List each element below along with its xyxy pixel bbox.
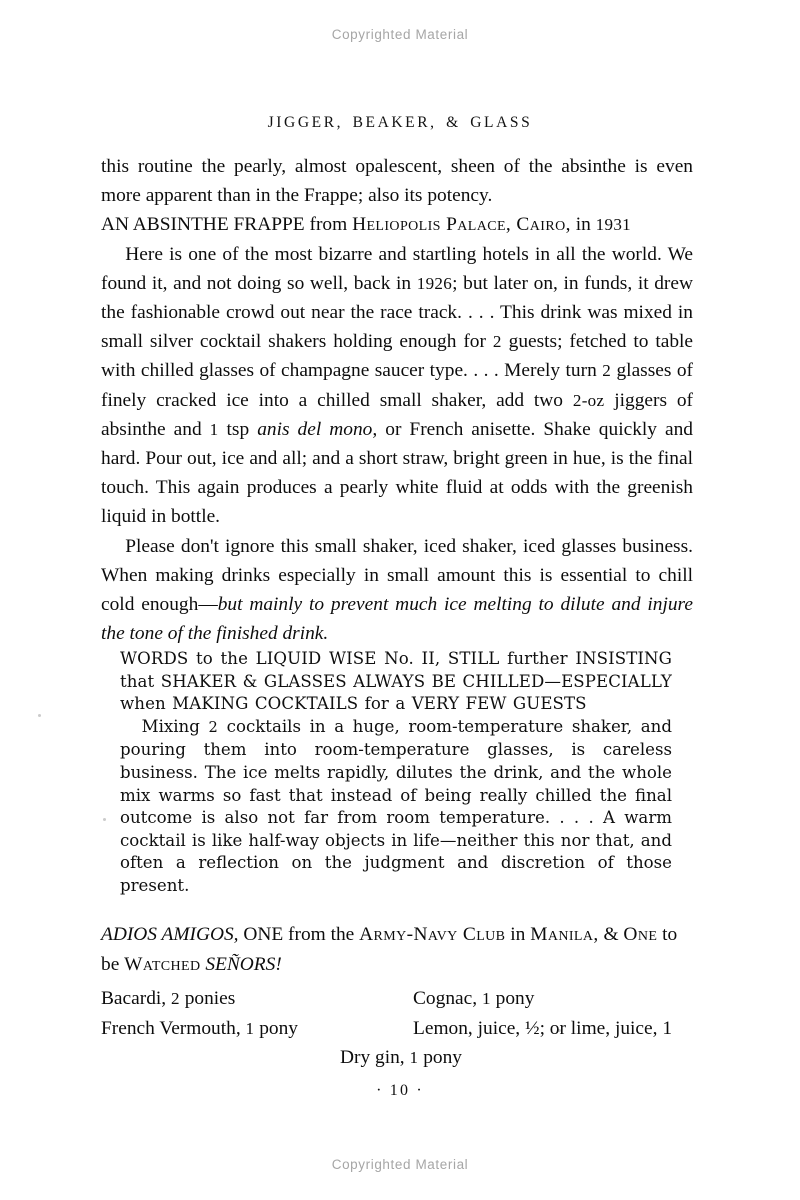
ingredient-row xyxy=(101,1014,693,1044)
recipe-2-title-rest-1: ONE from the xyxy=(238,924,360,945)
ingredient-amount: 1 xyxy=(481,989,491,1008)
recipe-2-title-rest-4: to be xyxy=(101,924,678,975)
recipe-1-heading-main: AN ABSINTHE FRAPPE xyxy=(101,214,305,236)
ingredient-right xyxy=(413,984,693,1014)
p1-part-e: jiggers of absinthe and xyxy=(101,389,694,440)
inset-part-a: Mixing xyxy=(141,716,209,736)
ingredient-name: Bacardi, xyxy=(101,988,167,1009)
text-column xyxy=(101,152,693,648)
ingredient-amount: 1 xyxy=(245,1018,255,1038)
inset-note-block xyxy=(120,648,672,898)
recipe-1-heading-year: 1931 xyxy=(595,215,631,235)
recipe-1-paragraph-1 xyxy=(101,240,693,532)
ingredient-right xyxy=(413,1014,693,1044)
ingredient-amount: ½ xyxy=(525,1017,540,1039)
inset-heading: WORDS to the LIQUID WISE No. II, STILL further INSISTING that SHAKER & GLASSES ALWAYS BE CHILLED—ESPECIALLY when MAKING COCKTAILS for a VERY FEW GUESTS xyxy=(120,649,672,714)
p1-part-g: or French anisette. Shake quickly and hard. Pour out, ice and all; and a short straw, bright green in hue, is the final touch. This again produces a pearly white fluid at odds with the greenish liquid in bottle. xyxy=(101,418,693,528)
ingredient-name: Cognac, xyxy=(413,988,478,1009)
ingredient-row-centered xyxy=(101,1043,693,1073)
p1-year-1926: 1926 xyxy=(416,273,453,293)
paragraph-continued xyxy=(101,152,693,210)
p1-num-1-tsp: 1 xyxy=(209,419,219,439)
recipe-2-place-2: Manila, xyxy=(530,924,599,945)
ingredient-amount: 2 xyxy=(171,989,180,1008)
recipe-2-heading xyxy=(101,920,693,979)
p1-italic-anis-del-mono: anis del mono, xyxy=(257,418,378,440)
recipe-2-title-rest-2: in xyxy=(505,924,531,945)
recipe-2-title-italic: ADIOS AMIGOS, xyxy=(101,924,239,945)
ingredient-unit: pony xyxy=(418,1047,462,1068)
recipe-2-sc-one: One xyxy=(623,924,658,945)
p2-italic-emphasis: but mainly to prevent much ice melting to dilute and injure the tone of the finished drink. xyxy=(101,594,693,645)
ingredient-left xyxy=(101,1014,413,1044)
recipe-2-sc-watched: Watched xyxy=(124,953,201,975)
ingredient-name: Dry gin, xyxy=(340,1047,405,1068)
p1-num-2-glasses: 2 xyxy=(602,361,612,381)
recipe-2-title-rest-3: & xyxy=(598,924,624,945)
p1-num-2oz: 2-oz xyxy=(572,390,605,410)
p1-part-b: ; but later on, in funds, it drew the fashionable crowd out near the race track. . . . This drink was mixed in small silver cocktail shakers holding enough for xyxy=(101,272,694,353)
running-head: JIGGER, BEAKER, & GLASS xyxy=(267,114,533,131)
recipe-1-heading xyxy=(101,210,693,239)
inset-part-b: cocktails in a huge, room-temperature shaker, and pouring them into room-temperature glasses, is careless business. The ice melts rapidly, dilutes the drink, and the whole mix warms so fast that instead of being really chilled the final outcome is also not far from room temperature. . . . A warm cocktail is like half-way objects in life—neither this nor that, and often a reflection on the judgment and discretion of those present. xyxy=(120,716,672,895)
ingredient-unit: ; or lime, juice, 1 xyxy=(539,1017,673,1039)
copyright-watermark-bottom: Copyrighted Material xyxy=(331,1157,469,1172)
page-number: · 10 · xyxy=(376,1082,424,1099)
ingredient-unit: pony xyxy=(490,988,535,1009)
ingredient-amount: 1 xyxy=(409,1048,419,1067)
ingredient-name: Lemon, juice, xyxy=(413,1017,521,1039)
recipe-1-heading-from: from xyxy=(309,214,348,236)
paragraph-continued-text: this routine the pearly, almost opalescent, sheen of the absinthe is even more apparent than in the Frappe; also its potency. xyxy=(101,156,693,207)
p1-part-a: Here is one of the most bizarre and startling hotels in all the world. We found it, and not doing so well, back in xyxy=(101,243,693,294)
scan-speck xyxy=(103,818,106,821)
p1-part-c: guests; fetched to table with chilled glasses of champagne saucer type. . . . Merely turn xyxy=(101,331,694,382)
copyright-watermark-top: Copyrighted Material xyxy=(331,27,469,42)
p1-num-2-guests: 2 xyxy=(492,332,502,352)
p1-part-f: tsp xyxy=(218,418,258,440)
p2-part-a: Please don't ignore this small shaker, iced shaker, iced glasses business. When making drinks especially in small amount this is essential to chill cold enough— xyxy=(101,535,693,616)
recipe-1-paragraph-2 xyxy=(101,532,693,649)
recipe-1-heading-in: in xyxy=(575,214,591,236)
ingredient-row xyxy=(101,984,693,1014)
inset-paragraph xyxy=(120,716,672,898)
ingredient-unit: ponies xyxy=(179,988,236,1009)
ingredient-unit: pony xyxy=(254,1017,299,1039)
ingredient-name: French Vermouth, xyxy=(101,1017,241,1039)
inset-num-2: 2 xyxy=(208,718,219,736)
recipe-2-place-1: Army-Navy Club xyxy=(359,924,506,945)
ingredient-list xyxy=(101,984,693,1073)
p1-part-d: glasses of finely cracked ice into a chilled small shaker, add two xyxy=(101,360,693,411)
ingredient-left xyxy=(101,984,413,1014)
recipe-1-heading-place: Heliopolis Palace, Cairo, xyxy=(352,214,571,236)
scan-speck xyxy=(38,714,41,717)
recipe-2-title-italic-2: SEÑORS! xyxy=(200,953,282,975)
